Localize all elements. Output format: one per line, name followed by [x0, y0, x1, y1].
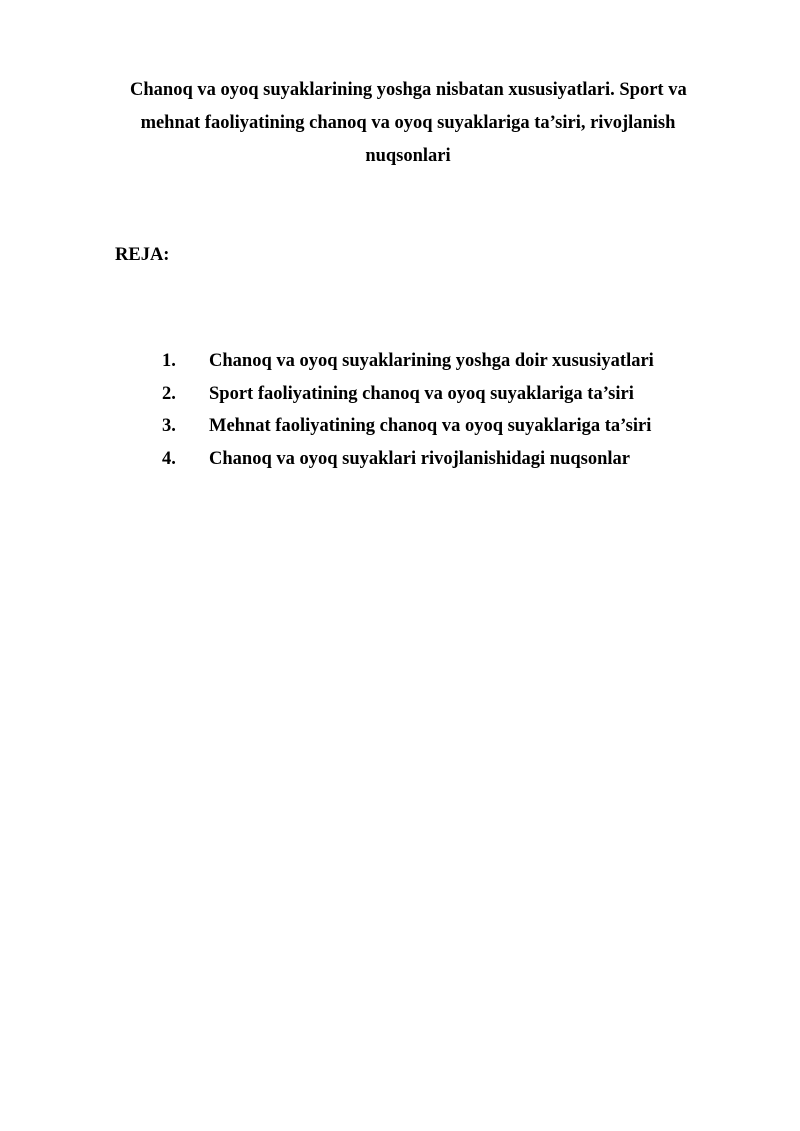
list-item — [162, 410, 722, 443]
list-item — [162, 443, 722, 476]
list-item-number: 1. — [162, 351, 176, 371]
list-item-text: Chanoq va oyoq suyaklarining yoshga doir xususiyatlari — [209, 351, 654, 371]
list-item — [162, 345, 722, 378]
list-item — [162, 378, 722, 411]
list-item-number: 2. — [162, 383, 176, 404]
title-line: nuqsonlari — [365, 146, 451, 166]
list-item-text: Chanoq va oyoq suyaklari rivojlanishidagi nuqsonlar — [209, 448, 631, 469]
plan-list — [162, 345, 722, 475]
list-item-text: Mehnat faoliyatining chanoq va oyoq suyaklariga ta’siri — [209, 416, 652, 436]
list-item-number: 4. — [162, 448, 176, 469]
title-line: mehnat faoliyatining chanoq va oyoq suyaklariga ta’siri, rivojlanish — [140, 113, 676, 133]
list-item-number: 3. — [162, 416, 176, 436]
list-item-text: Sport faoliyatining chanoq va oyoq suyaklariga ta’siri — [209, 383, 634, 404]
plan-heading: REJA: — [115, 245, 170, 265]
document-title — [130, 74, 686, 173]
title-line: Chanoq va oyoq suyaklarining yoshga nisbatan xususiyatlari. Sport va — [130, 80, 687, 100]
